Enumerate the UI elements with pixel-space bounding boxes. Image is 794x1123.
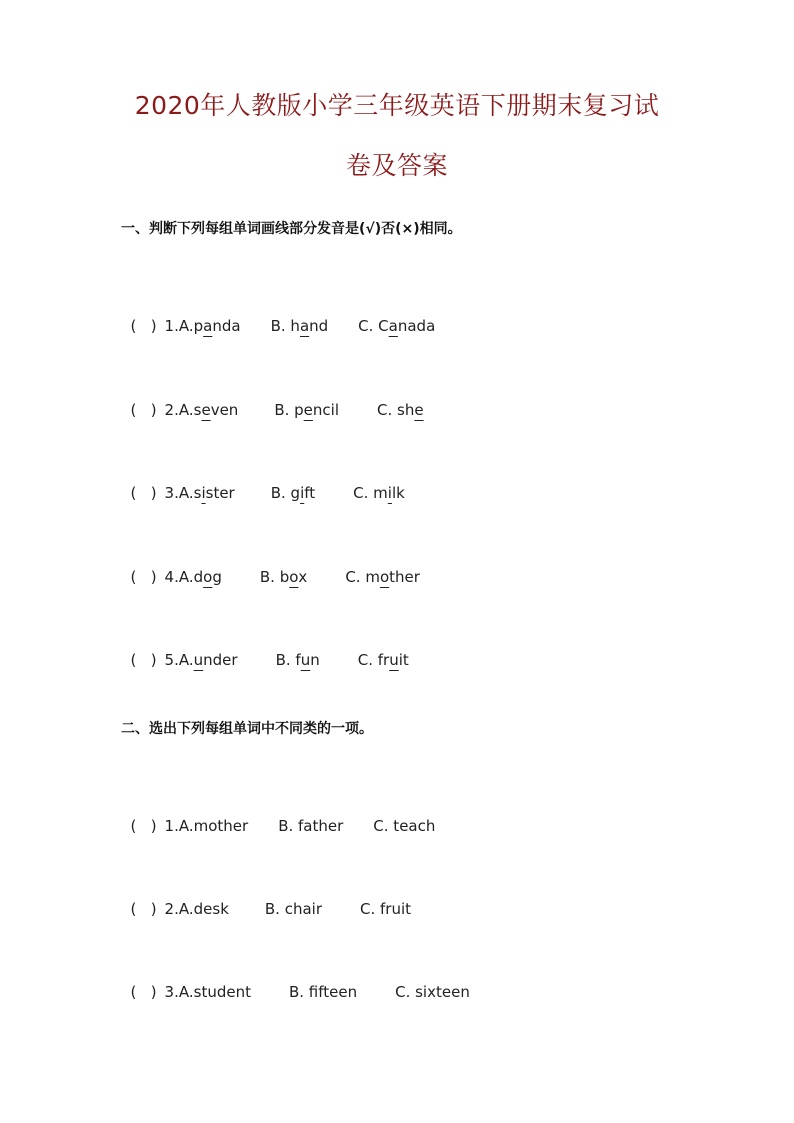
option-a: A.dog [178, 568, 222, 586]
option-b: B. father [278, 817, 344, 835]
document-title-line-2: 卷及答案 [345, 151, 448, 180]
s2-question-2 [121, 882, 411, 918]
answer-paren[interactable]: ( ) [130, 900, 157, 918]
answer-paren[interactable]: ( ) [130, 401, 157, 419]
question-number: 5. [164, 651, 179, 669]
s1-question-3 [121, 466, 405, 502]
document-title-line-1: 2020年人教版小学三年级英语下册期末复习试 [134, 91, 660, 120]
option-c: C. fruit [357, 651, 409, 669]
question-number: 3. [164, 983, 179, 1001]
option-b: B. pencil [274, 401, 339, 419]
option-a: A.sister [178, 484, 235, 502]
s2-question-3 [121, 965, 470, 1001]
question-number: 2. [164, 900, 179, 918]
answer-paren[interactable]: ( ) [130, 651, 157, 669]
section-2-heading: 二、选出下列每组单词中不同类的一项。 [121, 721, 373, 737]
option-c: C. milk [353, 484, 405, 502]
option-c: C. teach [373, 817, 436, 835]
option-c: C. she [377, 401, 424, 419]
question-number: 2. [164, 401, 179, 419]
option-b: B. fifteen [288, 983, 358, 1001]
s1-question-2 [121, 383, 424, 419]
option-b: B. chair [264, 900, 322, 918]
option-a: A.seven [178, 401, 239, 419]
option-b: B. hand [270, 317, 329, 335]
s1-question-1 [121, 299, 435, 335]
section-1-heading: 一、判断下列每组单词画线部分发音是(√)否(×)相同。 [121, 221, 462, 237]
answer-paren[interactable]: ( ) [130, 817, 157, 835]
option-a: A.desk [178, 900, 229, 918]
question-number: 1. [164, 817, 179, 835]
s1-question-4 [121, 550, 420, 586]
option-b: B. gift [270, 484, 316, 502]
answer-paren[interactable]: ( ) [130, 983, 157, 1001]
option-b: B. fun [275, 651, 320, 669]
option-a: A.under [178, 651, 238, 669]
option-a: A.mother [178, 817, 249, 835]
s1-question-5 [121, 633, 409, 669]
option-a: A.panda [178, 317, 241, 335]
option-c: C. sixteen [395, 983, 470, 1001]
answer-paren[interactable]: ( ) [130, 317, 157, 335]
option-c: C. mother [345, 568, 420, 586]
option-c: C. Canada [358, 317, 436, 335]
question-number: 3. [164, 484, 179, 502]
answer-paren[interactable]: ( ) [130, 568, 157, 586]
question-number: 1. [164, 317, 179, 335]
s2-question-1 [121, 799, 435, 835]
option-b: B. box [259, 568, 308, 586]
answer-paren[interactable]: ( ) [130, 484, 157, 502]
question-number: 4. [164, 568, 179, 586]
option-c: C. fruit [360, 900, 412, 918]
option-a: A.student [178, 983, 251, 1001]
